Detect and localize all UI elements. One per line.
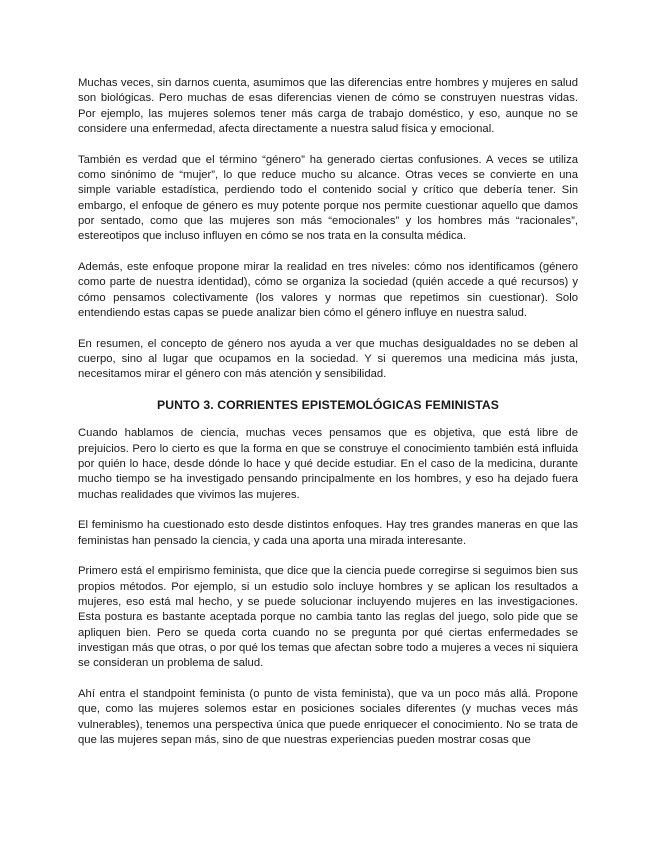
paragraph: Además, este enfoque propone mirar la realidad en tres niveles: cómo nos identificamos (género como parte de nuestra identidad), cómo se organiza la sociedad (quién accede a qué recursos) y cómo pensamos colectivamente (los valores y normas que repetimos sin cuestionar). Solo entendiendo estas capas se puede analizar bien cómo el género influye en nuestra salud. (78, 261, 578, 320)
paragraph: También es verdad que el término “género” ha generado ciertas confusiones. A veces se utiliza como sinónimo de “mujer”, lo que reduce mucho su alcance. Otras veces se convierte en una simple variable estadística, perdiendo todo el contenido social y crítico que debería tener. Sin embargo, el enfoque de género es muy potente porque nos permite cuestionar aquello que damos por sentado, como que las mujeres son más “emocionales” y los hombres más “racionales”, estereotipos que incluso influyen en cómo se nos trata en la consulta médica. (78, 153, 578, 243)
document-page (78, 76, 578, 764)
section-heading: PUNTO 3. CORRIENTES EPISTEMOLÓGICAS FEMINISTAS (156, 398, 500, 413)
paragraph: Muchas veces, sin darnos cuenta, asumimos que las diferencias entre hombres y mujeres en salud son biológicas. Pero muchas de esas diferencias vienen de cómo se construyen nuestras vidas. Por ejemplo, las mujeres solemos tener más carga de trabajo doméstico, y eso, aunque no se considere una enfermedad, afecta directamente a nuestra salud física y emocional. (78, 77, 578, 136)
paragraph: El feminismo ha cuestionado esto desde distintos enfoques. Hay tres grandes maneras en que las feministas han pensado la ciencia, y cada una aporta una mirada interesante. (78, 519, 578, 547)
paragraph: Cuando hablamos de ciencia, muchas veces pensamos que es objetiva, que está libre de prejuicios. Pero lo cierto es que la forma en que se construye el conocimiento también está influida por quién lo hace, desde dónde lo hace y qué decide estudiar. En el caso de la medicina, durante mucho tiempo se ha investigado pensando principalmente en los hombres, y eso ha dejado fuera muchas realidades que vivimos las mujeres. (78, 427, 578, 501)
paragraph: Primero está el empirismo feminista, que dice que la ciencia puede corregirse si seguimos bien sus propios métodos. Por ejemplo, si un estudio solo incluye hombres y se aplican los resultados a mujeres, eso está mal hecho, y se puede solucionar incluyendo mujeres en las investigaciones. Esta postura es bastante aceptada porque no cambia tanto las reglas del juego, solo pide que se apliquen bien. Pero se queda corta cuando no se pregunta por qué ciertas enfermedades se investigan más que otras, o por qué los temas que afectan sobre todo a mujeres a veces ni siquiera se consideran un problema de salud. (78, 565, 578, 670)
paragraph: Ahí entra el standpoint feminista (o punto de vista feminista), que va un poco más allá. Propone que, como las mujeres solemos estar en posiciones sociales diferentes (y muchas veces más vulnerables), tenemos una perspectiva única que puede enriquecer el conocimiento. No se trata de que las mujeres sepan más, sino de que nuestras experiencias pueden mostrar cosas que (78, 688, 578, 747)
paragraph: En resumen, el concepto de género nos ayuda a ver que muchas desigualdades no se deben al cuerpo, sino al lugar que ocupamos en la sociedad. Y si queremos una medicina más justa, necesitamos mirar el género con más atención y sensibilidad. (78, 337, 578, 381)
